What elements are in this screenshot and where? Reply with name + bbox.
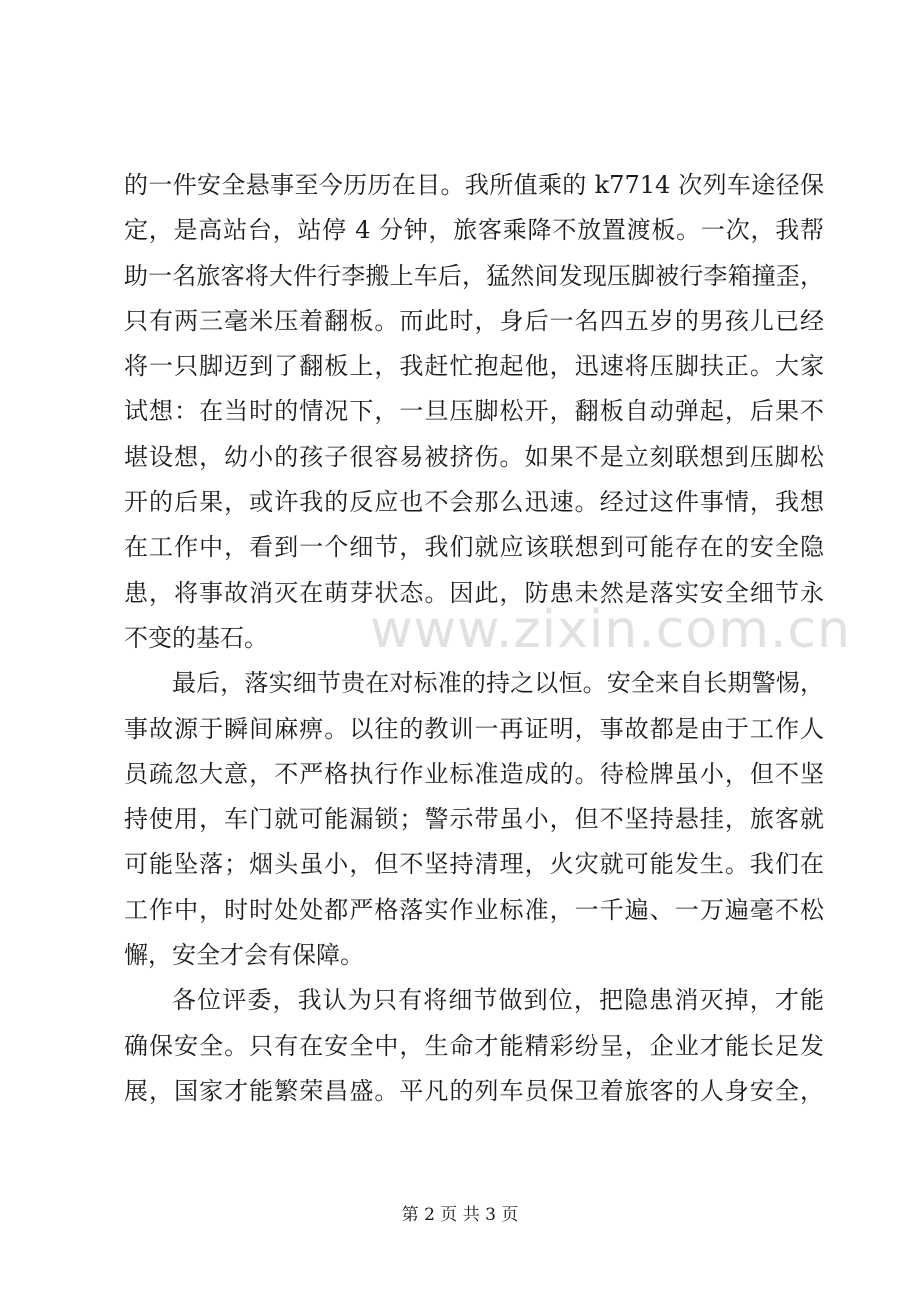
text-line: 展，国家才能繁荣昌盛。平凡的列车员保卫着旅客的人身安全， bbox=[124, 1076, 824, 1105]
paragraph-start-line: 各位评委，我认为只有将细节做到位，把隐患消灭掉，才能 bbox=[172, 986, 824, 1015]
text-line: 不变的基石。 bbox=[124, 623, 268, 652]
text-line: 助一名旅客将大件行李搬上车后，猛然间发现压脚被行李箱撞歪， bbox=[124, 261, 824, 290]
text-line: 将一只脚迈到了翻板上，我赶忙抱起他，迅速将压脚扶正。大家 bbox=[124, 352, 824, 381]
text-line: 持使用，车门就可能漏锁；警示带虽小，但不坚持悬挂，旅客就 bbox=[124, 805, 824, 834]
text-line: 试想：在当时的情况下，一旦压脚松开，翻板自动弹起，后果不 bbox=[124, 397, 824, 426]
text-line: 可能坠落；烟头虽小，但不坚持清理，火灾就可能发生。我们在 bbox=[124, 850, 824, 879]
paragraph-start-line: 最后，落实细节贵在对标准的持之以恒。安全来自长期警惕， bbox=[172, 669, 824, 698]
watermark: www.zixin.com.cn bbox=[370, 600, 851, 660]
text-line: 开的后果，或许我的反应也不会那么迅速。经过这件事情，我想 bbox=[124, 488, 824, 517]
text-line: 事故源于瞬间麻痹。以往的教训一再证明，事故都是由于工作人 bbox=[124, 714, 824, 743]
text-line: 患，将事故消灭在萌芽状态。因此，防患未然是落实安全细节永 bbox=[124, 578, 824, 607]
text-line: 的一件安全悬事至今历历在目。我所值乘的 k7714 次列车途径保 bbox=[124, 171, 824, 199]
text-line: 堪设想，幼小的孩子很容易被挤伤。如果不是立刻联想到压脚松 bbox=[124, 442, 824, 471]
text-line: 员疏忽大意，不严格执行作业标准造成的。待检牌虽小，但不坚 bbox=[124, 759, 824, 788]
text-line: 定，是高站台，站停 4 分钟，旅客乘降不放置渡板。一次，我帮 bbox=[124, 216, 824, 245]
text-line: 懈，安全才会有保障。 bbox=[124, 941, 364, 970]
text-line: 工作中，时时处处都严格落实作业标准，一千遍、一万遍毫不松 bbox=[124, 895, 824, 924]
text-line: 只有两三毫米压着翻板。而此时，身后一名四五岁的男孩儿已经 bbox=[124, 306, 824, 335]
text-line: 在工作中，看到一个细节，我们就应该联想到可能存在的安全隐 bbox=[124, 533, 824, 562]
page-number-footer: 第 2 页 共 3 页 bbox=[401, 1205, 519, 1225]
text-line: 确保安全。只有在安全中，生命才能精彩纷呈，企业才能长足发 bbox=[124, 1031, 824, 1060]
